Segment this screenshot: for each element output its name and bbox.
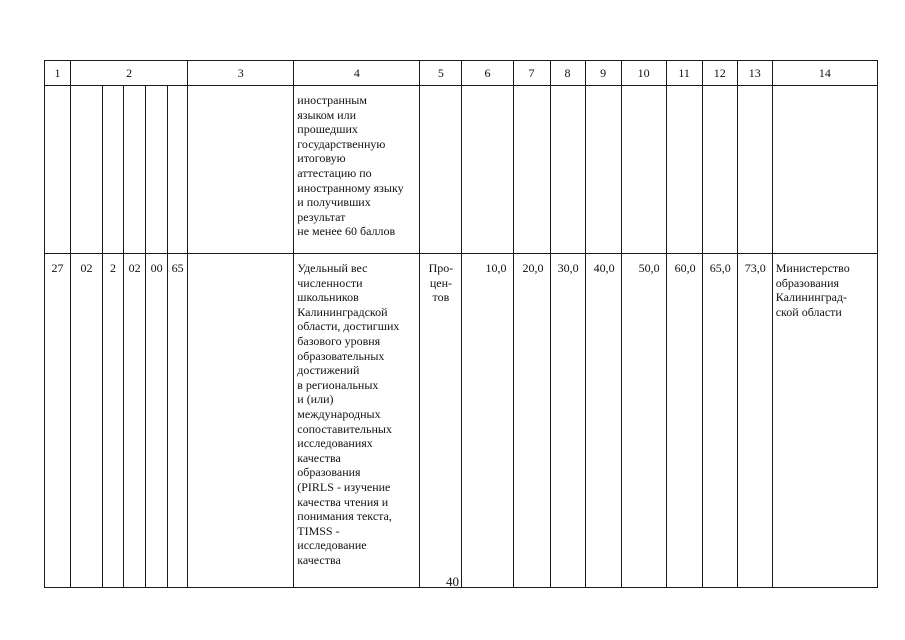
code-cell-3: 02 [124,254,146,588]
header-cell-col1: 1 [45,61,71,86]
header-cell-col11: 11 [666,61,702,86]
code-cell-4: 00 [146,254,168,588]
indicators-table [44,60,878,588]
header-cell-col9: 9 [585,61,621,86]
empty-cell [188,254,294,588]
table-header-row [45,61,878,86]
header-cell-col5: 5 [420,61,462,86]
header-cell-col2: 2 [71,61,188,86]
empty-cell [71,86,103,254]
empty-cell [168,86,188,254]
header-cell-col6: 6 [462,61,513,86]
value-col12: 65,0 [702,254,737,588]
unit-cell: Про- цен- тов [420,254,462,588]
empty-cell [666,86,702,254]
page-number: 40 [446,574,459,589]
empty-cell [737,86,772,254]
table-row-continuation [45,86,878,254]
empty-cell [513,86,550,254]
empty-cell [621,86,666,254]
responsible-executor: Министерство образования Калининград- ской области [772,254,877,588]
empty-cell [103,86,124,254]
header-cell-col12: 12 [702,61,737,86]
value-col8: 30,0 [550,254,585,588]
empty-cell [772,86,877,254]
header-cell-col13: 13 [737,61,772,86]
empty-cell [146,86,168,254]
value-col6: 10,0 [462,254,513,588]
code-cell-5: 65 [168,254,188,588]
header-cell-col3: 3 [188,61,294,86]
empty-cell [45,86,71,254]
header-cell-col10: 10 [621,61,666,86]
header-cell-col7: 7 [513,61,550,86]
empty-cell [550,86,585,254]
empty-cell [420,86,462,254]
code-cell-2: 2 [103,254,124,588]
empty-cell [585,86,621,254]
value-col9: 40,0 [585,254,621,588]
value-col10: 50,0 [621,254,666,588]
value-col7: 20,0 [513,254,550,588]
row-number: 27 [45,254,71,588]
empty-cell [188,86,294,254]
value-col11: 60,0 [666,254,702,588]
code-cell-1: 02 [71,254,103,588]
table-row-27 [45,254,878,588]
header-cell-col8: 8 [550,61,585,86]
indicator-text-continued: иностранным языком или прошедших государственную итоговую аттестацию по иностранному языку и получивших результат не менее 60 баллов [294,86,420,254]
indicator-text: Удельный вес численности школьников Калининградской области, достигших базового уровня образовательных достижений в региональных и (или) международных сопоставительных исследованиях качества образования (PIRLS - изучение качества чтения и понимания текста, TIMSS - исследование качества [294,254,420,588]
empty-cell [702,86,737,254]
header-cell-col4: 4 [294,61,420,86]
empty-cell [124,86,146,254]
value-col13: 73,0 [737,254,772,588]
empty-cell [462,86,513,254]
header-cell-col14: 14 [772,61,877,86]
